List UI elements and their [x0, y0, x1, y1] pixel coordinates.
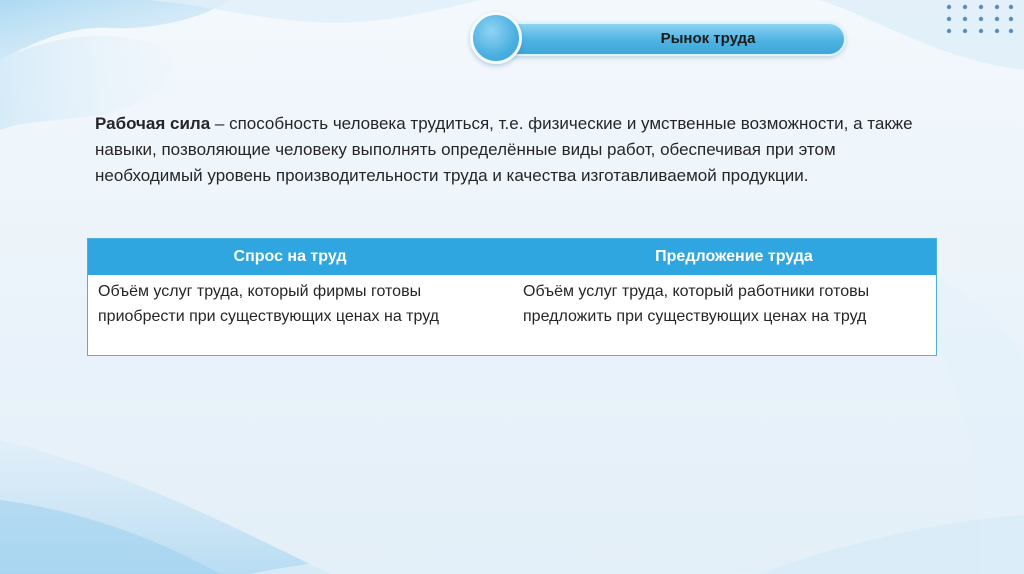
table-header-row	[88, 239, 936, 275]
page-title: Рынок труда	[660, 30, 756, 47]
dot-grid-decoration	[944, 2, 1014, 36]
definition-term: Рабочая сила	[95, 114, 211, 133]
table-row	[88, 275, 936, 355]
header-demand: Спрос на труд	[233, 248, 347, 265]
title-pill	[496, 22, 846, 56]
definition-text: – способность человека трудиться, т.е. физические и умственные возможности, а также навыки, позволяющие человеку выполнять определённые виды работ, обеспечивая при этом необходимый уровень производительности труда и качества изготавливаемой продукции.	[95, 114, 913, 185]
labor-table	[87, 238, 937, 356]
title-circle-decoration	[470, 12, 522, 64]
header-supply: Предложение труда	[655, 248, 813, 265]
cell-supply: Объём услуг труда, который работники готовы предложить при существующих ценах на труд	[523, 283, 870, 325]
title-banner	[470, 12, 854, 64]
cell-demand: Объём услуг труда, который фирмы готовы приобрести при существующих ценах на труд	[98, 283, 440, 325]
definition-paragraph	[95, 111, 935, 189]
